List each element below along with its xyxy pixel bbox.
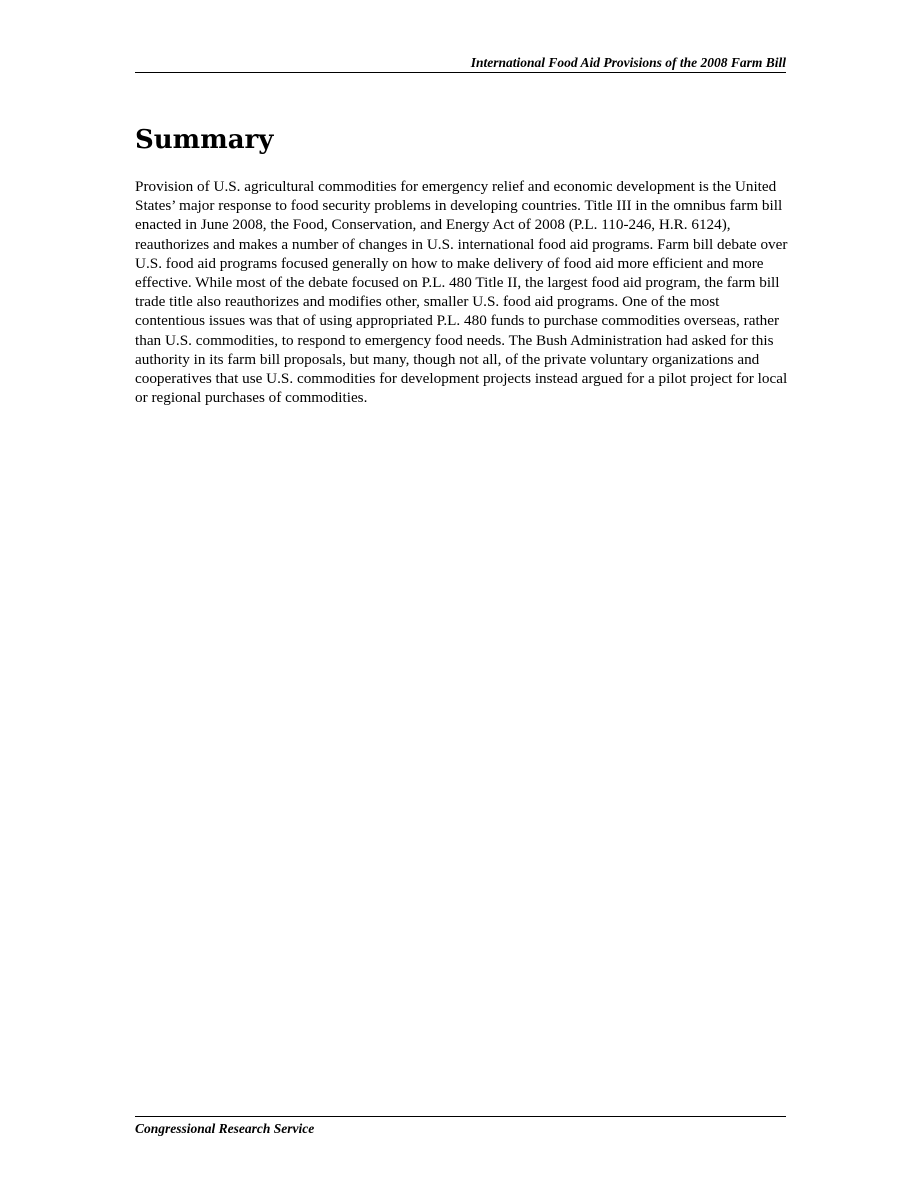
section-title: Summary (135, 125, 274, 155)
running-header: International Food Aid Provisions of the 2008 Farm Bill (470, 55, 786, 70)
header-rule (135, 72, 786, 73)
running-footer: Congressional Research Service (135, 1121, 315, 1136)
summary-paragraph: Provision of U.S. agricultural commodities for emergency relief and economic development is the United States’ major response to food security problems in developing countries. Title III in the omnibus farm bill enacted in June 2008, the Food, Conservation, and Energy Act of 2008 (P.L. 110-246, H.R. 6124), reauthorizes and makes a number of changes in U.S. international food aid programs. Farm bill debate over U.S. food aid programs focused generally on how to make delivery of food aid more efficient and more effective. While most of the debate focused on P.L. 480 Title II, the largest food aid program, the farm bill trade title also reauthorizes and modifies other, smaller U.S. food aid programs. One of the most contentious issues was that of using appropriated P.L. 480 funds to purchase commodities overseas, rather than U.S. commodities, to respond to emergency food needs. The Bush Administration had asked for this authority in its farm bill proposals, but many, though not all, of the private voluntary organizations and cooperatives that use U.S. commodities for development projects instead argued for a pilot project for local or regional purchases of commodities. (135, 178, 788, 407)
footer-rule (135, 1116, 786, 1117)
